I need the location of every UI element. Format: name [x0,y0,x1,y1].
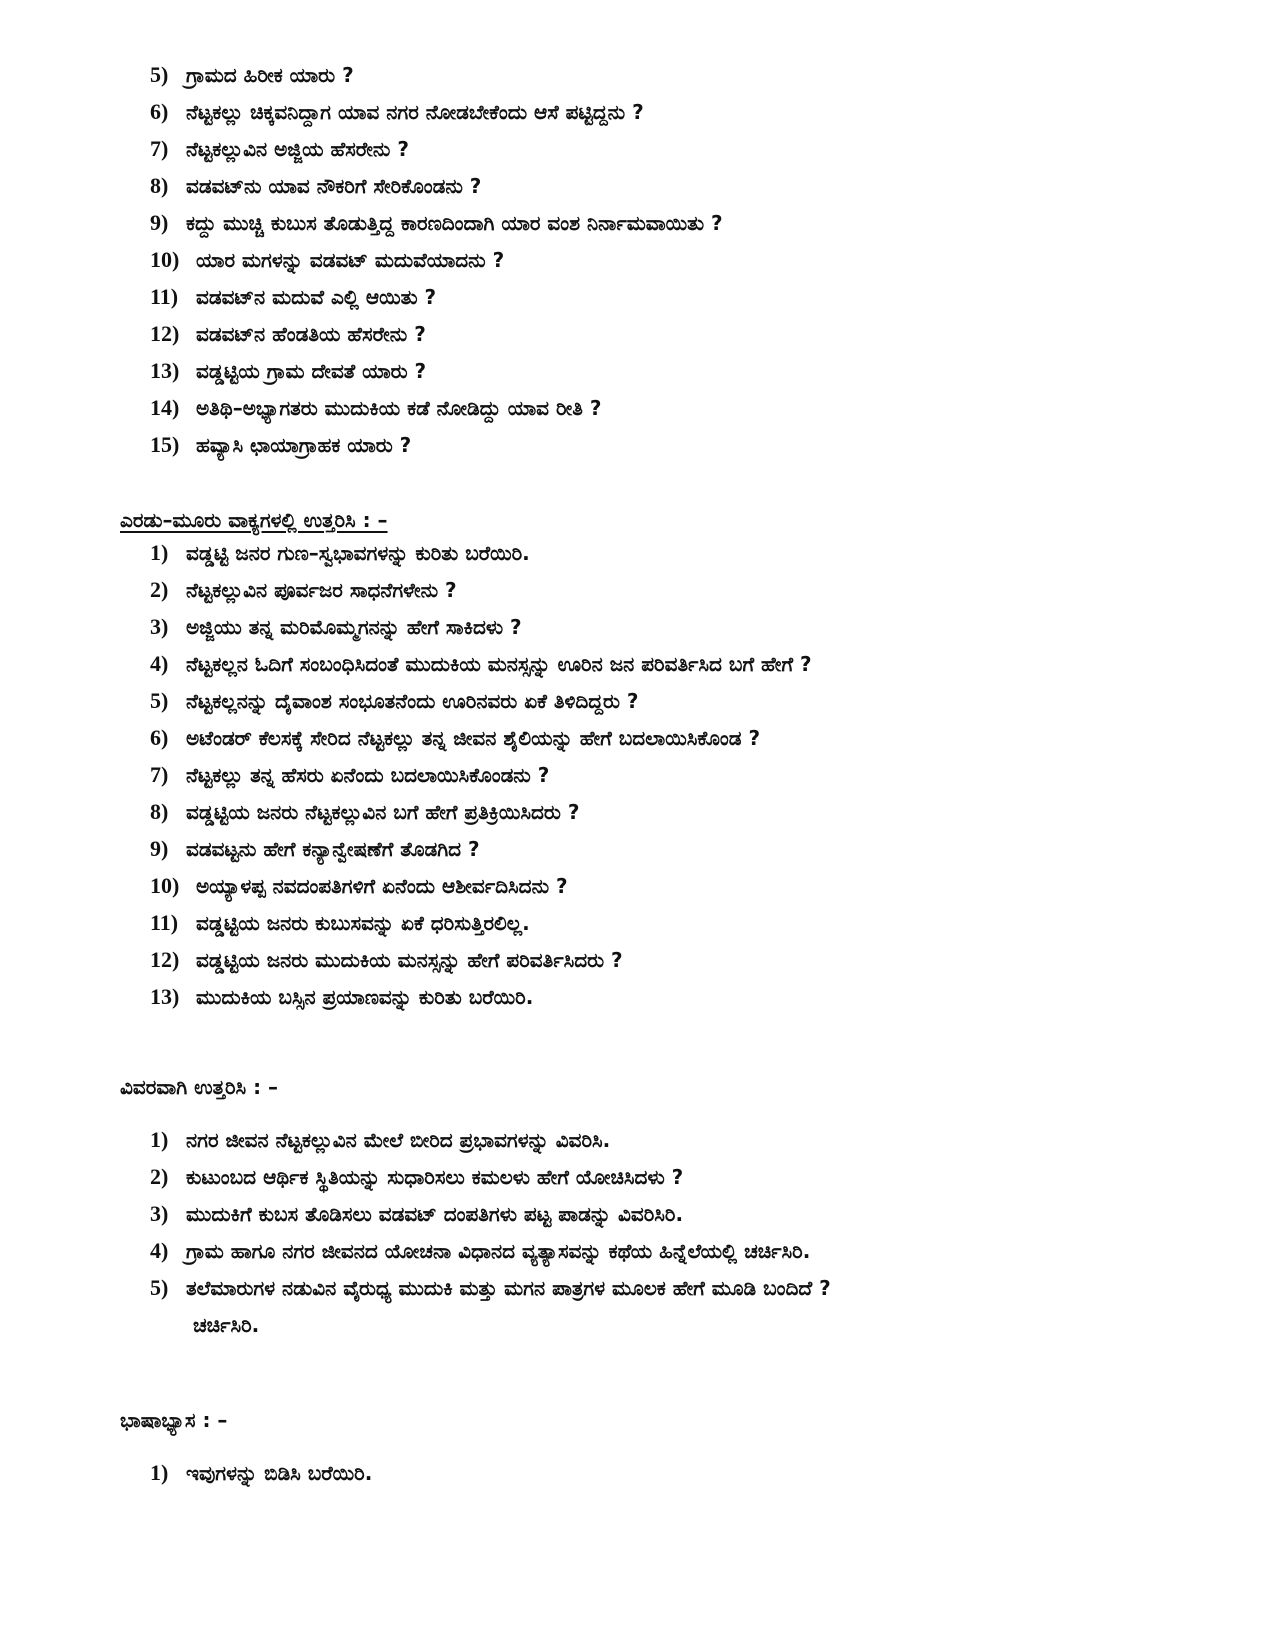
question-item: 2) ಕುಟುಂಬದ ಆರ್ಥಿಕ ಸ್ಥಿತಿಯನ್ನು ಸುಧಾರಿಸಲು ಕಮಲಳು ಹೇಗೆ ಯೋಚಿಸಿದಳು ? [150,1164,684,1189]
section-three-heading: ವಿವರವಾಗಿ ಉತ್ತರಿಸಿ : – [120,1075,279,1099]
question-item: 1) ವಡ್ಡಟ್ಟಿ ಜನರ ಗುಣ–ಸ್ವಭಾವಗಳನ್ನು ಕುರಿತು ಬರೆಯಿರಿ. [150,540,530,565]
question-item: 13) ವಡ್ಡಟ್ಟಿಯ ಗ್ರಾಮ ದೇವತೆ ಯಾರು ? [150,358,427,383]
section-two-list [150,540,812,1021]
question-item: 12) ವಡ್ಡಟ್ಟಿಯ ಜನರು ಮುದುಕಿಯ ಮನಸ್ಸನ್ನು ಹೇಗೆ ಪರಿವರ್ತಿಸಿದರು ? [150,947,623,972]
question-item: 1) ಇವುಗಳನ್ನು ಬಿಡಿಸಿ ಬರೆಯಿರಿ. [150,1460,373,1485]
question-item: 9) ವಡವಟ್ಟನು ಹೇಗೆ ಕನ್ಯಾನ್ವೇಷಣೆಗೆ ತೊಡಗಿದ ? [150,836,480,861]
question-item: 1) ನಗರ ಜೀವನ ನೆಟ್ಟಕಲ್ಲುವಿನ ಮೇಲೆ ಬೀರಿದ ಪ್ರಭಾವಗಳನ್ನು ವಿವರಿಸಿ. [150,1127,611,1152]
question-item: 10) ಯಾರ ಮಗಳನ್ನು ವಡವಟ್ ಮದುವೆಯಾದನು ? [150,247,505,272]
question-item: 15) ಹವ್ಯಾಸಿ ಛಾಯಾಗ್ರಾಹಕ ಯಾರು ? [150,432,412,457]
question-item: 4) ಗ್ರಾಮ ಹಾಗೂ ನಗರ ಜೀವನದ ಯೋಚನಾ ವಿಧಾನದ ವ್ಯತ್ಯಾಸವನ್ನು ಕಥೆಯ ಹಿನ್ನೆಲೆಯಲ್ಲಿ ಚರ್ಚಿಸಿರಿ. [150,1238,811,1263]
question-item: 7) ನೆಟ್ಟಕಲ್ಲು ತನ್ನ ಹೆಸರು ಏನೆಂದು ಬದಲಾಯಿಸಿಕೊಂಡನು ? [150,762,550,787]
question-item: 2) ನೆಟ್ಟಕಲ್ಲುವಿನ ಪೂರ್ವಜರ ಸಾಧನೆಗಳೇನು ? [150,577,457,602]
section-one-list [150,62,723,469]
question-item: 6) ಅಟೆಂಡರ್ ಕೆಲಸಕ್ಕೆ ಸೇರಿದ ನೆಟ್ಟಕಲ್ಲು ತನ್ನ ಜೀವನ ಶೈಲಿಯನ್ನು ಹೇಗೆ ಬದಲಾಯಿಸಿಕೊಂಡ ? [150,725,761,750]
question-item: 12) ವಡವಟ್‌ನ ಹೆಂಡತಿಯ ಹೆಸರೇನು ? [150,321,426,346]
question-item: 3) ಅಜ್ಜಿಯು ತನ್ನ ಮರಿಮೊಮ್ಮಗನನ್ನು ಹೇಗೆ ಸಾಕಿದಳು ? [150,614,522,639]
question-item: 13) ಮುದುಕಿಯ ಬಸ್ಸಿನ ಪ್ರಯಾಣವನ್ನು ಕುರಿತು ಬರೆಯಿರಿ. [150,984,534,1009]
question-item: 8) ವಡ್ಡಟ್ಟಿಯ ಜನರು ನೆಟ್ಟಕಲ್ಲುವಿನ ಬಗೆ ಹೇಗೆ ಪ್ರತಿಕ್ರಿಯಿಸಿದರು ? [150,799,580,824]
question-item: 11) ವಡ್ಡಟ್ಟಿಯ ಜನರು ಕುಬುಸವನ್ನು ಏಕೆ ಧರಿಸುತ್ತಿರಲಿಲ್ಲ. [150,910,530,935]
question-item: 14) ಅತಿಥಿ–ಅಭ್ಯಾಗತರು ಮುದುಕಿಯ ಕಡೆ ನೋಡಿದ್ದು ಯಾವ ರೀತಿ ? [150,395,602,420]
question-item: 8) ವಡವಟ್‌ನು ಯಾವ ನೌಕರಿಗೆ ಸೇರಿಕೊಂಡನು ? [150,173,482,198]
question-item: 5) ತಲೆಮಾರುಗಳ ನಡುವಿನ ವೈರುಧ್ಯ ಮುದುಕಿ ಮತ್ತು ಮಗನ ಪಾತ್ರಗಳ ಮೂಲಕ ಹೇಗೆ ಮೂಡಿ ಬಂದಿದೆ ? [150,1275,831,1300]
section-two-heading: ಎರಡು–ಮೂರು ವಾಕ್ಯಗಳಲ್ಲಿ ಉತ್ತರಿಸಿ : – [120,508,388,532]
question-item: 3) ಮುದುಕಿಗೆ ಕುಬಸ ತೊಡಿಸಲು ವಡವಟ್ ದಂಪತಿಗಳು ಪಟ್ಟ ಪಾಡನ್ನು ವಿವರಿಸಿರಿ. [150,1201,684,1226]
section-three-list [150,1127,831,1312]
question-item: 11) ವಡವಟ್‌ನ ಮದುವೆ ಎಲ್ಲಿ ಆಯಿತು ? [150,284,437,309]
question-item: 7) ನೆಟ್ಟಕಲ್ಲುವಿನ ಅಜ್ಜಿಯ ಹೆಸರೇನು ? [150,136,409,161]
question-item: 5) ನೆಟ್ಟಕಲ್ಲನನ್ನು ದೈವಾಂಶ ಸಂಭೂತನೆಂದು ಊರಿನವರು ಏಕೆ ತಿಳಿದಿದ್ದರು ? [150,688,639,713]
question-item: 10) ಅಯ್ಯಾಳಪ್ಪ ನವದಂಪತಿಗಳಿಗೆ ಏನೆಂದು ಆಶೀರ್ವದಿಸಿದನು ? [150,873,568,898]
question-item: 4) ನೆಟ್ಟಕಲ್ಲನ ಓದಿಗೆ ಸಂಬಂಧಿಸಿದಂತೆ ಮುದುಕಿಯ ಮನಸ್ಸನ್ನು ಊರಿನ ಜನ ಪರಿವರ್ತಿಸಿದ ಬಗೆ ಹೇಗೆ ? [150,651,812,676]
section-four-list [150,1460,372,1497]
question-item: 5) ಗ್ರಾಮದ ಹಿರೀಕ ಯಾರು ? [150,62,354,87]
question-continuation: ಚರ್ಚಿಸಿರಿ. [193,1313,260,1337]
question-item: 9) ಕದ್ದು ಮುಚ್ಚಿ ಕುಬುಸ ತೊಡುತ್ತಿದ್ದ ಕಾರಣದಿಂದಾಗಿ ಯಾರ ವಂಶ ನಿರ್ನಾಮವಾಯಿತು ? [150,210,723,235]
section-four-heading: ಭಾಷಾಭ್ಯಾಸ : – [120,1408,228,1432]
question-item: 6) ನೆಟ್ಟಕಲ್ಲು ಚಿಕ್ಕವನಿದ್ದಾಗ ಯಾವ ನಗರ ನೋಡಬೇಕೆಂದು ಆಸೆ ಪಟ್ಟಿದ್ದನು ? [150,99,644,124]
